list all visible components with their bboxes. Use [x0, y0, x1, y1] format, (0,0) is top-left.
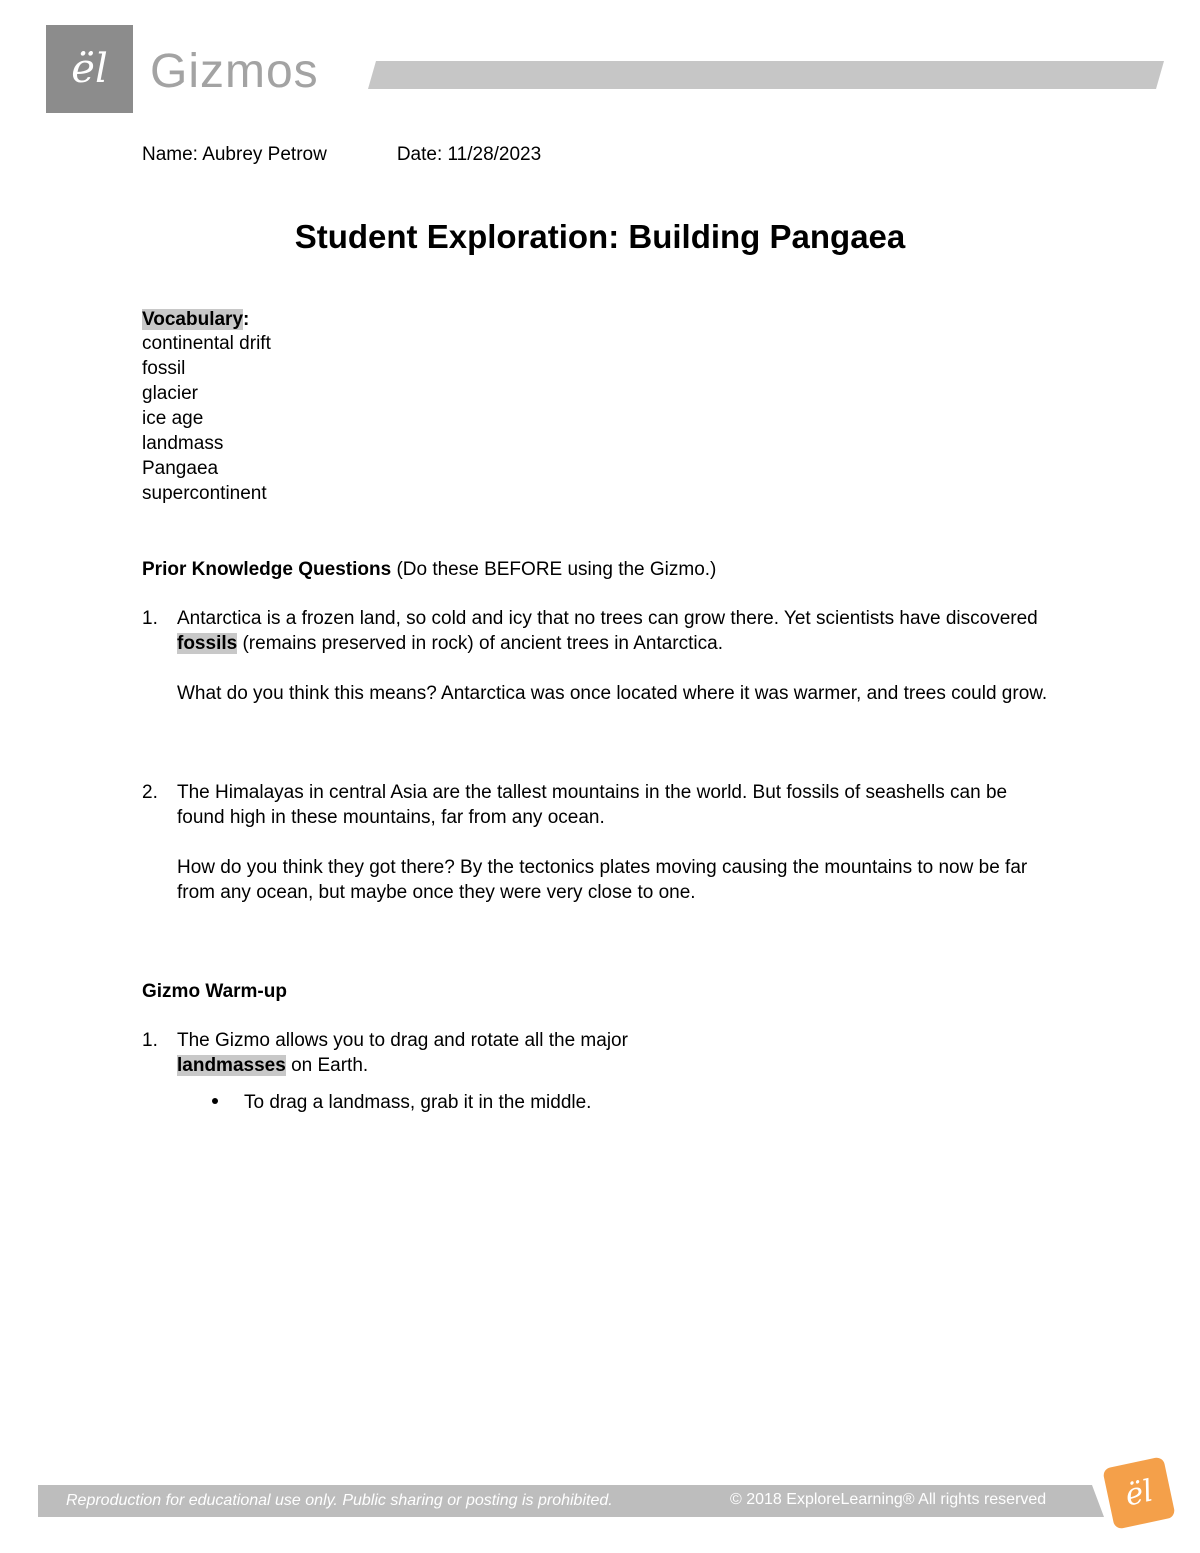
question-number: 1.	[142, 608, 158, 629]
vocab-item: landmass	[142, 433, 224, 454]
answer-text[interactable]: What do you think this means? Antarctica was once located where it was warmer, and trees could grow.	[177, 683, 1048, 704]
vocab-term-fossils: fossils	[177, 633, 238, 654]
prior-knowledge-note: (Do these BEFORE using the Gizmo.)	[396, 559, 717, 580]
student-name: Name: Aubrey Petrow	[142, 144, 327, 165]
footer-copyright: © 2018 ExploreLearning® All rights reserved	[730, 1491, 1047, 1508]
footer-logo-icon: ël	[1102, 1456, 1176, 1530]
date-field: Date: 11/28/2023	[396, 144, 542, 165]
vocab-item: glacier	[142, 383, 198, 404]
bullet-icon	[212, 1098, 218, 1104]
vocab-item: Pangaea	[142, 458, 219, 479]
question-text: Antarctica is a frozen land, so cold and icy that no trees can grow there. Yet scientists have discovered	[177, 608, 1038, 629]
answer-text[interactable]: How do you think they got there? By the tectonics plates moving causing the mountains to now be far from any ocean, but maybe once they were very close to one.	[177, 857, 1028, 903]
vocab-item: ice age	[142, 408, 204, 429]
question-text: The Himalayas in central Asia are the tallest mountains in the world. But fossils of seashells can be found high in these mountains, far from any ocean.	[177, 782, 1008, 828]
brand-name: Gizmos	[150, 45, 319, 98]
explorelearning-logo	[46, 25, 133, 113]
prior-knowledge-heading	[142, 557, 716, 582]
question-number: 1.	[142, 1030, 158, 1051]
question-2	[142, 780, 1072, 830]
header-bar	[368, 61, 1164, 89]
vocab-item: continental drift	[142, 333, 271, 354]
warmup-question-1	[142, 1028, 1072, 1078]
footer-disclaimer: Reproduction for educational use only. Public sharing or posting is prohibited.	[66, 1492, 613, 1509]
question-text-continued: (remains preserved in rock) of ancient trees in Antarctica.	[242, 633, 723, 654]
question-1-answer	[142, 681, 1072, 706]
vocabulary-heading	[142, 307, 249, 332]
question-text: The Gizmo allows you to drag and rotate all the major	[177, 1030, 628, 1051]
question-1	[142, 606, 1072, 656]
question-text-continued: on Earth.	[291, 1055, 369, 1076]
logo-glyph: ël	[71, 46, 108, 92]
prior-knowledge-title: Prior Knowledge Questions	[142, 559, 392, 580]
vocab-item: fossil	[142, 358, 186, 379]
bullet-text: To drag a landmass, grab it in the middle.	[244, 1092, 592, 1113]
question-number: 2.	[142, 782, 158, 803]
vocabulary-label: Vocabulary	[142, 309, 244, 330]
vocab-item: supercontinent	[142, 483, 267, 504]
vocabulary-colon: :	[243, 309, 250, 330]
warmup-heading: Gizmo Warm-up	[142, 981, 287, 1002]
question-2-answer	[142, 855, 1072, 905]
student-info	[142, 142, 541, 167]
vocabulary-list	[142, 331, 271, 506]
vocab-term-landmasses: landmasses	[177, 1055, 286, 1076]
page-title: Student Exploration: Building Pangaea	[294, 218, 906, 255]
warmup-bullet	[212, 1090, 591, 1115]
